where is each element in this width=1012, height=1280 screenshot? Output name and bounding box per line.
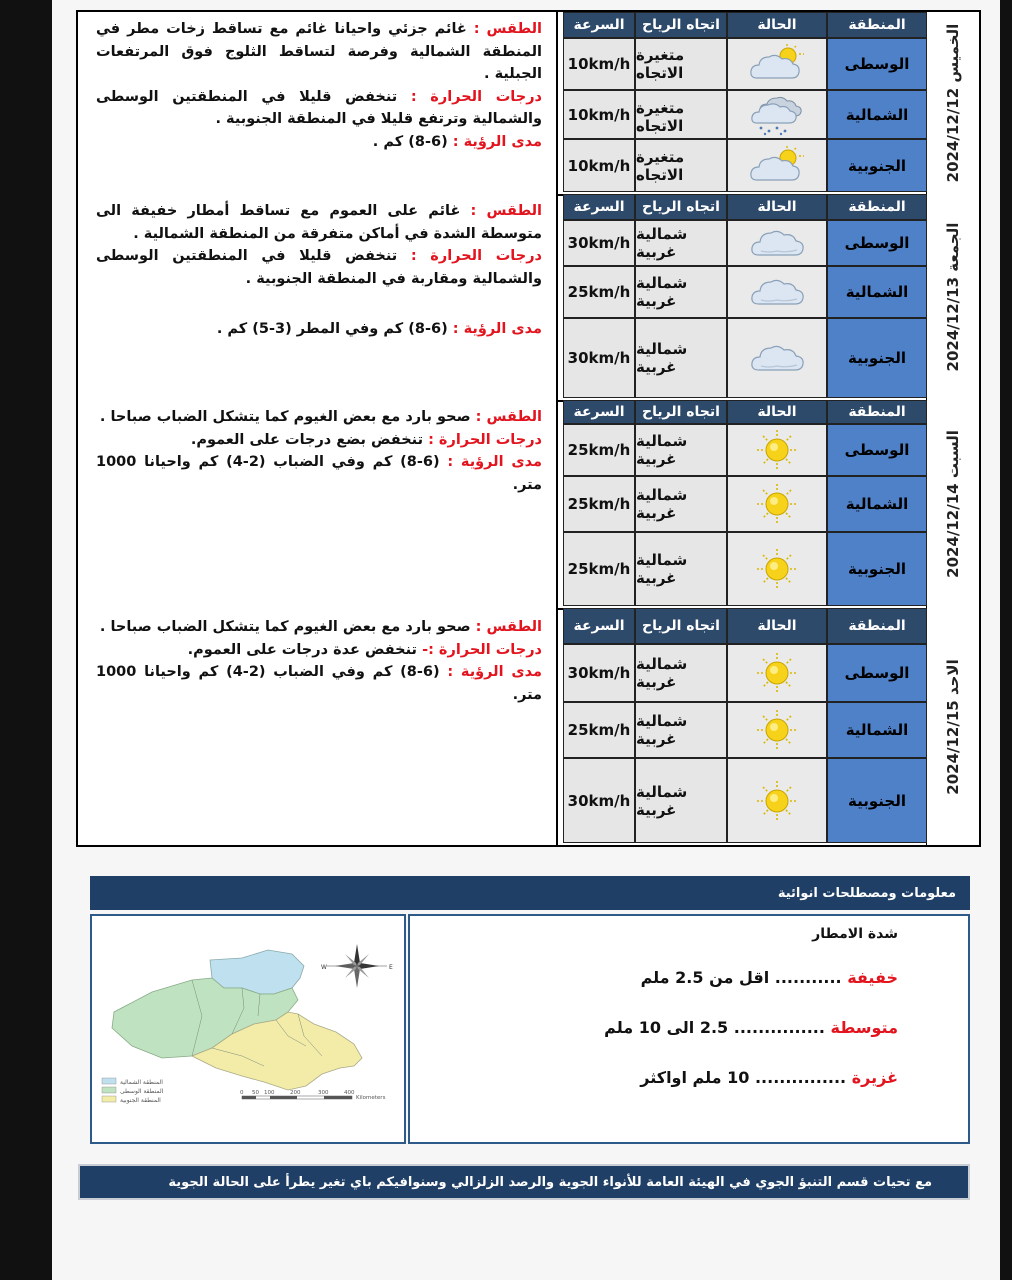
day-date-label: الخميس 2024/12/12 (944, 23, 962, 183)
day-grid (563, 12, 927, 194)
temperature-text: درجات الحرارة :- تنخفض عدة درجات على العموم. (187, 641, 542, 658)
wind-speed-cell: 25km/h (563, 532, 635, 606)
wind-direction-cell: شمالية غربية (635, 318, 727, 398)
column-header-region: المنطقة (827, 12, 927, 38)
partly-cloudy-icon (727, 38, 827, 90)
region-cell: الشمالية (827, 266, 927, 318)
rain-terms (408, 914, 970, 1144)
region-cell: الوسطى (827, 38, 927, 90)
wind-speed-cell: 25km/h (563, 702, 635, 758)
footer-text: مع تحيات قسم التنبؤ الجوي في الهيئة العامة للأنواء الجوية والرصد الزلزالي وسنوافيكم باي تغير يطرأ على الحالة الجوية (168, 1174, 932, 1190)
region-cell: الجنوبية (827, 139, 927, 192)
scale-tick: 100 (264, 1090, 275, 1096)
day-grid (563, 400, 927, 608)
svg-text:E: E (389, 964, 393, 971)
wind-direction-cell: متغيرة الاتجاه (635, 139, 727, 192)
day-date-label: الاحد 2024/12/15 (944, 658, 962, 795)
forecast-table (76, 10, 981, 847)
wind-speed-cell: 30km/h (563, 644, 635, 702)
term-moderate: متوسطة ............... 2.5 الى 10 ملم (604, 1018, 898, 1037)
column-header-region: المنطقة (827, 400, 927, 424)
column-header-status: الحالة (727, 194, 827, 220)
wind-direction-cell: شمالية غربية (635, 220, 727, 266)
term-light: خفيفة ........... اقل من 2.5 ملم (640, 968, 898, 987)
day-date-label: الجمعة 2024/12/13 (944, 222, 962, 372)
region-cell: الشمالية (827, 90, 927, 139)
weather-text: الطقس : صحو بارد مع بعض الغيوم كما يتشكل الضباب صباحا . (99, 619, 542, 635)
forecast-page (52, 0, 1000, 1280)
column-header-status: الحالة (727, 608, 827, 644)
sun-icon (727, 702, 827, 758)
wind-direction-cell: متغيرة الاتجاه (635, 38, 727, 90)
visibility-text: مدى الرؤية : (6-8) كم وفي الضباب (2-4) كم واحيانا 1000 متر. (96, 664, 542, 703)
region-cell: الشمالية (827, 702, 927, 758)
region-cell: الشمالية (827, 476, 927, 532)
legend-north: المنطقة الشمالية (120, 1079, 163, 1086)
wind-speed-cell: 25km/h (563, 476, 635, 532)
svg-text:W: W (321, 964, 327, 971)
scale-tick: 200 (290, 1090, 301, 1096)
column-header-status: الحالة (727, 400, 827, 424)
compass-icon (321, 944, 393, 988)
column-header-wind_dir: اتجاه الرياح (635, 12, 727, 38)
day-date-label: السبت 2024/12/14 (944, 430, 962, 578)
cloudy-icon (727, 318, 827, 398)
legend-central: المنطقة الوسطى (120, 1088, 164, 1095)
map-scale (240, 1090, 386, 1101)
region-cell: الجنوبية (827, 758, 927, 843)
wind-speed-cell: 10km/h (563, 38, 635, 90)
column-header-speed: السرعة (563, 400, 635, 424)
map-legend (102, 1078, 164, 1104)
day-date (926, 400, 979, 608)
wind-speed-cell: 30km/h (563, 220, 635, 266)
sun-icon (727, 758, 827, 843)
column-header-region: المنطقة (827, 608, 927, 644)
column-header-speed: السرعة (563, 194, 635, 220)
info-title: معلومات ومصطلحات انوائية (777, 885, 956, 901)
scale-tick: 0 (240, 1090, 244, 1096)
wind-direction-cell: شمالية غربية (635, 702, 727, 758)
day-grid (563, 194, 927, 400)
info-header (90, 876, 970, 910)
day-description (78, 12, 558, 194)
cloudy-icon (727, 220, 827, 266)
region-cell: الوسطى (827, 644, 927, 702)
scale-tick: 300 (318, 1090, 329, 1096)
wind-speed-cell: 25km/h (563, 424, 635, 476)
iraq-region-map (90, 914, 406, 1144)
region-cell: الوسطى (827, 424, 927, 476)
weather-text: الطقس : غائم على العموم مع تساقط أمطار خفيفة الى متوسطة الشدة في أماكن متفرقة من المنطقة الشمالية . (96, 203, 542, 242)
column-header-region: المنطقة (827, 194, 927, 220)
scale-tick: 50 (252, 1090, 259, 1096)
column-header-status: الحالة (727, 12, 827, 38)
visibility-text: مدى الرؤية : (6-8) كم . (372, 133, 542, 150)
day-date (926, 12, 979, 194)
day-date (926, 194, 979, 400)
day-grid (563, 608, 927, 845)
column-header-speed: السرعة (563, 608, 635, 644)
wind-speed-cell: 25km/h (563, 266, 635, 318)
scale-tick: 400 (344, 1090, 355, 1096)
map-drawing (92, 916, 404, 1142)
wind-direction-cell: متغيرة الاتجاه (635, 90, 727, 139)
wind-direction-cell: شمالية غربية (635, 266, 727, 318)
region-cell: الجنوبية (827, 318, 927, 398)
region-cell: الجنوبية (827, 532, 927, 606)
rain-intensity-title: شدة الامطار (812, 926, 898, 942)
column-header-wind_dir: اتجاه الرياح (635, 400, 727, 424)
wind-speed-cell: 30km/h (563, 758, 635, 843)
sun-icon (727, 532, 827, 606)
visibility-text: مدى الرؤية : (6-8) كم وفي الضباب (2-4) كم واحيانا 1000 متر. (96, 454, 542, 493)
wind-direction-cell: شمالية غربية (635, 532, 727, 606)
term-heavy: غزيرة ............... 10 ملم اواكثر (640, 1068, 898, 1087)
region-cell: الوسطى (827, 220, 927, 266)
wind-speed-cell: 10km/h (563, 90, 635, 139)
visibility-text: مدى الرؤية : (6-8) كم وفي المطر (3-5) كم . (216, 321, 542, 337)
day-date (926, 608, 979, 845)
footer-banner (78, 1164, 970, 1200)
day-description (78, 400, 558, 608)
wind-speed-cell: 10km/h (563, 139, 635, 192)
day-block (78, 400, 979, 610)
day-description (78, 194, 558, 400)
day-block (78, 608, 979, 845)
day-description (78, 608, 558, 845)
column-header-speed: السرعة (563, 12, 635, 38)
wind-direction-cell: شمالية غربية (635, 758, 727, 843)
sun-icon (727, 644, 827, 702)
cloudy-icon (727, 266, 827, 318)
wind-direction-cell: شمالية غربية (635, 644, 727, 702)
scale-unit: Kilometers (356, 1095, 386, 1101)
sun-icon (727, 424, 827, 476)
weather-text: الطقس : غائم جزئي واحيانا غائم مع تساقط زخات مطر في المنطقة الشمالية وفرصة لتساقط الثلوج فوق المرتفعات الجبلية . (96, 21, 542, 82)
rain-cloud-icon (727, 90, 827, 139)
sun-icon (727, 476, 827, 532)
column-header-wind_dir: اتجاه الرياح (635, 608, 727, 644)
wind-direction-cell: شمالية غربية (635, 424, 727, 476)
day-block (78, 194, 979, 402)
temperature-text: درجات الحرارة : تنخفض بضع درجات على العموم. (190, 431, 542, 448)
temperature-text: درجات الحرارة : تنخفض قليلا في المنطقتين الوسطى والشمالية ومقاربة في المنطقة الجنوبية . (96, 248, 542, 287)
column-header-wind_dir: اتجاه الرياح (635, 194, 727, 220)
partly-cloudy-icon (727, 139, 827, 192)
temperature-text: درجات الحرارة : تنخفض قليلا في المنطقتين الوسطى والشمالية وترتفع قليلا في المنطقة الجنوبية . (96, 88, 542, 127)
wind-speed-cell: 30km/h (563, 318, 635, 398)
day-block (78, 12, 979, 196)
legend-south: المنطقة الجنوبية (120, 1097, 161, 1104)
weather-text: الطقس : صحو بارد مع بعض الغيوم كما يتشكل الضباب صباحا . (99, 409, 542, 425)
wind-direction-cell: شمالية غربية (635, 476, 727, 532)
